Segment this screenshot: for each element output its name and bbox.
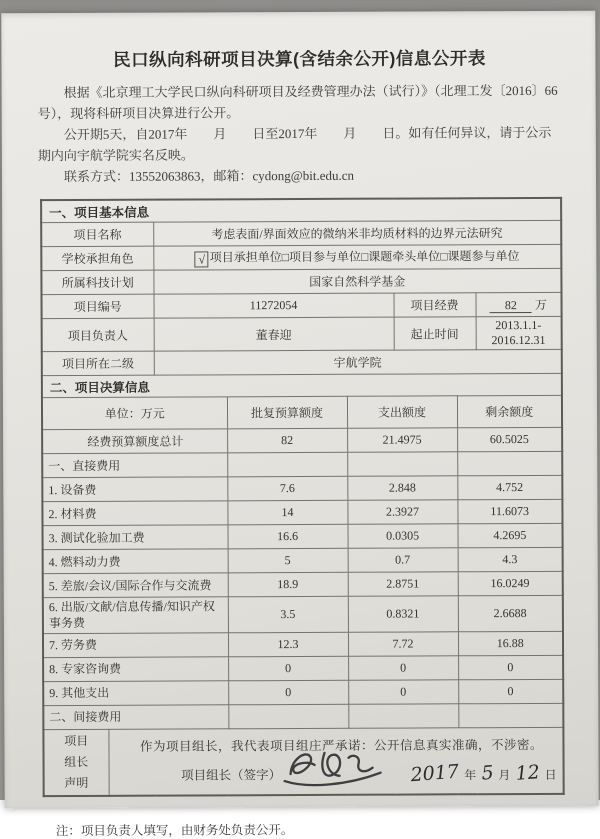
date-year: 2017 [410, 760, 461, 786]
remain-amount: 60.5025 [457, 428, 562, 452]
spent-amount [347, 452, 457, 476]
expense-name: 5. 差旅/会议/国际合作与交流费 [43, 573, 228, 598]
budget-amount: 82 [227, 429, 347, 454]
funds-unit: 万 [534, 298, 547, 313]
remain-amount: 2.6688 [458, 596, 563, 632]
spent-amount: 0.7 [348, 548, 458, 572]
declaration-label-line1: 项目 [64, 733, 89, 748]
expense-name: 经费预算额度总计 [42, 429, 227, 454]
document-content [1, 11, 599, 839]
remain-amount: 4.3 [458, 548, 563, 572]
project-number-label: 项目编号 [41, 294, 153, 318]
remain-amount [458, 703, 563, 727]
period-label: 起止时间 [394, 317, 476, 350]
spent-amount: 0.0305 [348, 524, 458, 548]
month-suffix: 月 [498, 767, 511, 782]
expense-name: 二、间接费用 [43, 704, 228, 729]
budget-amount: 0 [228, 680, 348, 705]
handwritten-signature [281, 743, 385, 789]
school-unit-row [42, 350, 562, 376]
year-suffix: 年 [464, 767, 477, 782]
school-role-row [41, 245, 561, 271]
budget-amount: 7.6 [227, 477, 347, 502]
budget-table-header-row [42, 396, 562, 430]
budget-amount: 16.6 [228, 525, 348, 550]
project-number-value: 11272054 [153, 293, 393, 318]
budget-group-indirect [43, 703, 563, 729]
expense-name: 7. 劳务费 [43, 632, 228, 657]
budget-header: 批复预算额度 [227, 397, 347, 430]
expense-name: 2. 材料费 [42, 501, 227, 526]
expense-name: 8. 专家咨询费 [43, 656, 228, 681]
project-leader-value: 董春迎 [154, 317, 394, 351]
remain-amount: 16.88 [458, 631, 563, 655]
remain-amount: 4.752 [457, 476, 562, 500]
spent-amount [348, 703, 458, 727]
budget-row-other [43, 679, 563, 705]
science-plan-row [41, 269, 561, 295]
project-name-value: 考虑表面/界面效应的微纳米非均质材料的边界元法研究 [153, 221, 561, 247]
budget-amount: 18.9 [228, 573, 348, 598]
checked-checkbox-icon: √ [195, 252, 209, 268]
budget-row-total [42, 428, 562, 454]
budget-row-publication-ip [43, 596, 563, 634]
declaration-label-line2: 组长 [64, 754, 89, 769]
project-funds-value-cell [475, 293, 561, 317]
project-name-row [41, 221, 561, 247]
day-suffix: 日 [544, 767, 557, 782]
spent-amount: 7.72 [348, 631, 458, 655]
budget-amount [227, 453, 347, 478]
signature-row [181, 754, 557, 792]
declaration-row [43, 727, 563, 796]
budget-amount: 12.3 [228, 632, 348, 657]
footnote: 注：项目负责人填写，由财务处负责公开。 [55, 822, 294, 838]
expense-name: 1. 设备费 [42, 477, 227, 502]
spent-amount: 0 [348, 679, 458, 703]
role-options-text: 项目承担单位□项目参与单位□课题牵头单位□课题参与单位 [209, 249, 520, 265]
budget-amount: 5 [228, 549, 348, 574]
school-role-value [153, 245, 561, 271]
declaration-label-line3: 声明 [64, 775, 89, 790]
declaration-label [43, 729, 108, 796]
expense-name: 9. 其他支出 [43, 680, 228, 705]
unit-header: 单位：万元 [42, 397, 227, 430]
period-value: 2013.1.1-2016.12.31 [476, 317, 562, 350]
section1-header-row [41, 198, 561, 223]
remain-header: 剩余额度 [457, 396, 562, 428]
school-role-label: 学校承担角色 [41, 246, 153, 270]
spent-amount: 2.8751 [348, 572, 458, 596]
science-plan-value: 国家自然科学基金 [153, 269, 561, 295]
spent-amount: 2.3927 [347, 500, 457, 524]
document-title: 民口纵向科研项目决算(含结余公开)信息公开表 [113, 48, 486, 70]
date-day: 12 [514, 760, 541, 785]
paragraph-basis: 根据《北京理工大学民口纵向科研项目及经费管理办法（试行）》（北理工发〔2016〕66 号），现将科研项目决算进行公开。 [37, 82, 558, 122]
spent-amount: 0.8321 [348, 596, 458, 632]
spent-amount: 2.848 [347, 476, 457, 500]
budget-row-testing [43, 524, 563, 550]
project-leader-row [42, 317, 562, 352]
project-number-row [41, 293, 561, 319]
section2-header-row [42, 374, 562, 398]
spent-header: 支出额度 [347, 396, 457, 428]
section2-title: 二、项目决算信息 [42, 374, 562, 398]
remain-amount: 0 [458, 679, 563, 703]
expense-name: 4. 燃料动力费 [43, 549, 228, 574]
expense-name: 3. 测试化验加工费 [43, 525, 228, 550]
expense-name: 一、直接费用 [42, 453, 227, 478]
disclosure-table [40, 197, 565, 797]
school-unit-value: 宇航学院 [154, 350, 562, 376]
budget-amount [228, 704, 348, 729]
funds-amount: 82 [490, 298, 532, 313]
expense-name: 6. 出版/文献/信息传播/知识产权事务费 [43, 597, 228, 633]
remain-amount [457, 452, 562, 476]
remain-amount: 0 [458, 655, 563, 679]
budget-row-labor [43, 631, 563, 657]
project-name-label: 项目名称 [41, 222, 153, 246]
spent-amount: 21.4975 [347, 428, 457, 452]
budget-row-equipment [42, 476, 562, 502]
budget-row-expert-consult [43, 655, 563, 681]
paragraph-contact: 联系方式：13552063863，邮箱：cydong@bit.edu.cn [63, 167, 355, 185]
budget-group-direct [42, 452, 562, 478]
project-leader-label: 项目负责人 [42, 318, 154, 351]
project-funds-label: 项目经费 [393, 293, 475, 317]
date-month: 5 [480, 761, 495, 785]
budget-amount: 0 [228, 656, 348, 681]
signature-field-label: 项目组长（签字） [181, 767, 282, 783]
budget-amount: 3.5 [228, 597, 348, 633]
handwritten-date [411, 761, 557, 784]
science-plan-label: 所属科技计划 [41, 270, 153, 294]
section1-title: 一、项目基本信息 [41, 198, 561, 223]
budget-row-fuel-power [43, 548, 563, 574]
remain-amount: 11.6073 [457, 500, 562, 524]
school-unit-label: 项目所在二级 [42, 351, 154, 375]
intro-paragraphs [38, 80, 562, 188]
remain-amount: 16.0249 [458, 572, 563, 596]
remain-amount: 4.2695 [458, 524, 563, 548]
paper-sheet [1, 11, 598, 838]
declaration-statement: 作为项目组长，我代表项目组庄严承诺：公开信息真实准确，不涉密。 [139, 737, 544, 754]
declaration-content [108, 727, 563, 795]
budget-row-travel-conference [43, 572, 563, 598]
spent-amount: 0 [348, 655, 458, 679]
budget-amount: 14 [227, 501, 347, 526]
budget-row-materials [42, 500, 562, 526]
paragraph-publicity-period: 公开期5天，自2017年 月 日至2017年 月 日。如有任何异议，请于公示期内向宇航学院实名反映。 [37, 124, 552, 164]
